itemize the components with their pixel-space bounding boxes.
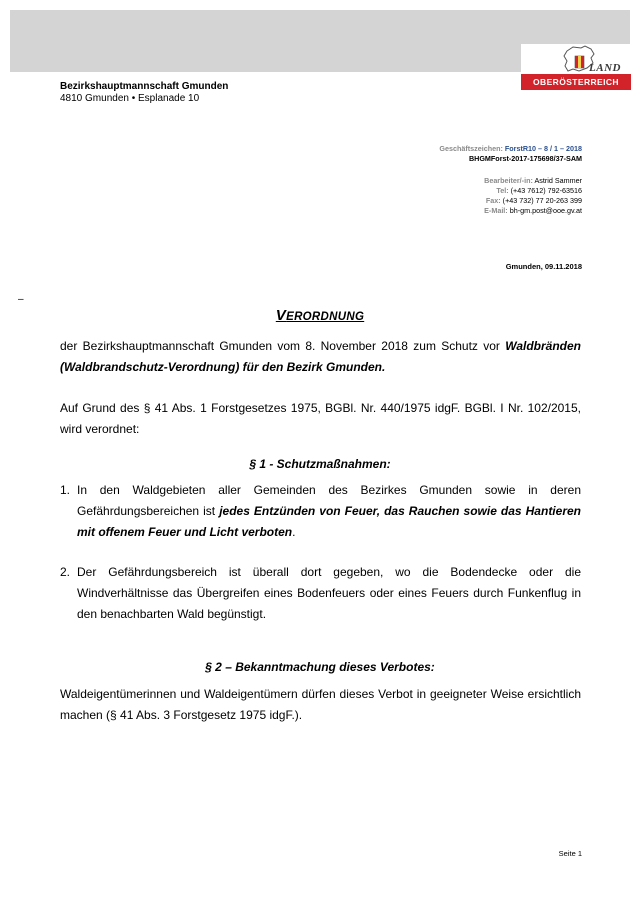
intro-paragraph — [60, 336, 581, 378]
tel-value: (+43 7612) 792-63516 — [510, 186, 582, 195]
intro-text: der Bezirkshauptmannschaft Gmunden vom 8. November 2018 zum Schutz vor — [60, 339, 506, 353]
document-title — [0, 307, 640, 324]
email-label: E-Mail: — [484, 206, 508, 215]
intro-emphasis: Waldbränden (Waldbrandschutz-Verordnung) für den Bezirk Gmunden. — [60, 339, 581, 374]
item-1-part2: . — [292, 525, 296, 539]
reference-block — [439, 144, 582, 216]
sender-name: Bezirkshauptmannschaft Gmunden — [60, 81, 229, 92]
email-value[interactable]: bh-gm.post@ooe.gv.at — [509, 206, 582, 215]
reference-label: Geschäftszeichen: — [439, 144, 503, 153]
fax-label: Fax: — [485, 196, 501, 205]
section-2-paragraph: Waldeigentümerinnen und Waldeigentümern dürfen dieses Verbot in geeigneter Weise ersichtlich machen (§ 41 Abs. 3 Forstgesetz 1975 idgF.). — [60, 687, 581, 722]
item-2-text: Der Gefährdungsbereich ist überall dort gegeben, wo die Bodendecke oder die Windverhältnisse das Übergreifen eines Bodenfeuers oder eines Feuers durch Funkenflug in den benachbarten Wald begünstigt. — [77, 565, 581, 621]
logo-land-text: LAND — [589, 62, 621, 74]
logo-region-bar: OBERÖSTERREICH — [521, 74, 631, 90]
item-2-number: 2. — [60, 565, 71, 579]
tel-label: Tel: — [496, 186, 509, 195]
item-1-number: 1. — [60, 483, 71, 497]
margin-dash: – — [18, 294, 24, 305]
legal-basis-paragraph: Auf Grund des § 41 Abs. 1 Forstgesetzes 1975, BGBl. Nr. 440/1975 idgF. BGBl. I Nr. 102/2015, wird verordnet: — [60, 401, 581, 436]
section-2-heading: § 2 – Bekanntmachung dieses Verbotes: — [205, 660, 435, 674]
item-1-text — [77, 480, 581, 543]
document-date: Gmunden, 09.11.2018 — [505, 262, 582, 271]
sender-address: 4810 Gmunden • Esplanade 10 — [60, 93, 200, 104]
reference-code-2: BHGMForst-2017-175698/37-SAM — [468, 154, 582, 163]
title-rest: ERORDNUNG — [286, 311, 365, 323]
clerk-name: Astrid Sammer — [534, 176, 582, 185]
item-1-part1: In den Waldgebieten aller Gemeinden des Bezirkes Gmunden sowie in deren Gefährdungsbereichen ist — [77, 483, 581, 518]
land-oberoesterreich-logo — [521, 44, 631, 104]
item-1-emphasis: jedes Entzünden von Feuer, das Rauchen sowie das Hantieren mit offenem Feuer und Licht verboten — [77, 504, 581, 539]
sender-block — [60, 81, 228, 105]
title-first-letter: V — [275, 307, 287, 324]
fax-value: (+43 732) 77 20-263 399 — [502, 196, 582, 205]
page-number: Seite 1 — [558, 849, 582, 858]
section-1-heading: § 1 - Schutzmaßnahmen: — [249, 457, 391, 471]
clerk-label: Bearbeiter/-in: — [484, 176, 533, 185]
reference-code: ForstR10 – 8 / 1 – 2018 — [504, 144, 582, 153]
